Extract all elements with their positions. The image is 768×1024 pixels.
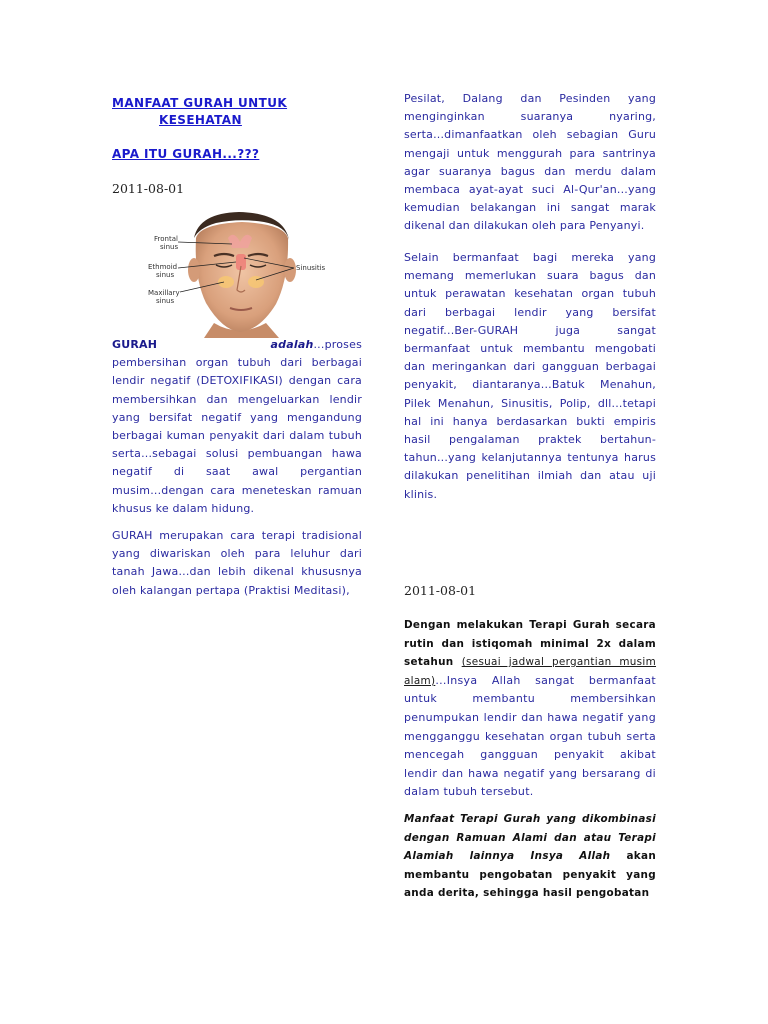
left-date: 2011-08-01 <box>112 181 185 196</box>
right-paragraph-3-bold: Dengan melakukan Terapi Gurah secara rutin dan istiqomah minimal 2x dalam setahun <box>404 619 656 669</box>
term-adalah: adalah <box>270 338 314 351</box>
right-paragraph-3-underlined: (sesuai jadwal pergantian musim alam) <box>404 656 657 687</box>
label-maxillary-sub: sinus <box>156 297 175 305</box>
label-maxillary: Maxillary <box>148 289 180 297</box>
label-ethmoid-sub: sinus <box>156 271 175 279</box>
right-paragraph-4-bold: akan membantu pengobatan penyakit yang anda derita, sehingga hasil pengobatan <box>404 850 657 900</box>
right-paragraph-2: Selain bermanfaat bagi mereka yang memang memerlukan suara bagus dan untuk perawatan kesehatan organ tubuh dari berbagai lendir yang bersifat negatif...Ber-GURAH juga sangat bermanfaat untuk membantu mengobati dan meringankan dari gangguan berbagai penyakit, diantaranya...Batuk Menahun, Pilek Menahun, Sinusitis, Polip, dll...tetapi hal ini hanya berdasarkan bukti empiris hasil pengalaman praktek bertahun-tahun...yang kelanjutannya tentunya harus dilakukan penelitihan ilmiah dan atau uji klinis. <box>404 251 656 501</box>
right-paragraph-3 <box>404 616 656 802</box>
right-paragraph-1: Pesilat, Dalang dan Pesinden yang menginginkan suaranya nyaring, serta...dimanfaatkan oleh sebagian Guru mengaji untuk menggurah para santrinya agar suaranya bagus dan merdu dalam membaca ayat-ayat suci Al-Qur'an...yang kemudian belakangan ini sangat marak dikenal dan dilakukan oleh para Penyanyi. <box>404 92 656 233</box>
article-title-line2: KESEHATAN <box>159 113 242 127</box>
label-frontal-sub: sinus <box>160 243 179 251</box>
right-paragraph-4-italic: Manfaat Terapi Gurah yang dikombinasi dengan Ramuan Alami dan atau Terapi Alamiah lainnya Insya Allah <box>404 813 656 863</box>
right-paragraph-4 <box>404 810 656 903</box>
label-ethmoid: Ethmoid <box>148 263 178 271</box>
label-frontal: Frontal <box>154 235 178 243</box>
left-paragraph-1 <box>112 336 362 518</box>
section-heading: APA ITU GURAH...??? <box>112 147 260 161</box>
sinus-face-figure <box>144 208 334 338</box>
right-date: 2011-08-01 <box>404 583 477 598</box>
left-paragraph-2: GURAH merupakan cara terapi tradisional yang diwariskan oleh para leluhur dari tanah Jawa...dan lebih dikenal khususnya oleh kalangan pertapa (Praktisi Meditasi), <box>112 529 362 597</box>
right-paragraph-3-text: ...Insya Allah sangat bermanfaat untuk membantu membersihkan penumpukan lendir dan hawa negatif yang mengganggu kesehatan organ tubuh serta mencegah gangguan penyakit akibat lendir dan hawa negatif yang bersarang di dalam tubuh tersebut. <box>404 673 656 799</box>
term-gurah: GURAH <box>112 338 158 351</box>
label-sinusitis: Sinusitis <box>296 264 326 272</box>
article-title-line1: MANFAAT GURAH UNTUK <box>112 96 288 110</box>
left-paragraph-1-text: ...proses pembersihan organ tubuh dari berbagai lendir negatif (DETOXIFIKASI) dengan cara membersihkan dan mengeluarkan lendir yang bersifat negatif yang mengandung berbagai kuman penyakit dari dalam tubuh serta...sebagai solusi pembuangan hawa negatif di saat awal pergantian musim...dengan cara meneteskan ramuan khusus ke dalam hidung. <box>112 338 362 515</box>
